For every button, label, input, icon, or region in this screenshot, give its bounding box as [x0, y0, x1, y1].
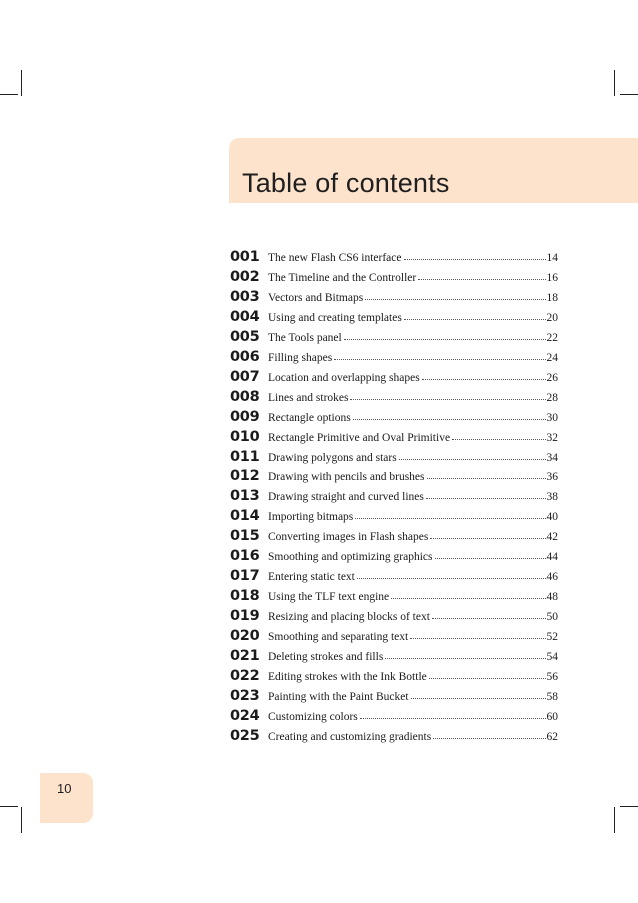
toc-entry-line — [268, 691, 558, 703]
dot-leader — [433, 737, 545, 739]
toc-entry-title: Entering static text — [268, 571, 355, 584]
toc-entry-page: 58 — [546, 690, 558, 703]
toc-entry[interactable] — [230, 349, 558, 369]
dot-leader — [350, 398, 545, 400]
dot-leader — [385, 657, 545, 659]
toc-entry-page: 26 — [546, 371, 558, 384]
toc-entry-page: 38 — [546, 491, 558, 504]
dot-leader — [404, 318, 546, 320]
toc-entry-page: 54 — [546, 651, 558, 663]
dot-leader — [422, 378, 546, 380]
toc-entry[interactable] — [230, 568, 558, 588]
toc-entry[interactable] — [230, 648, 558, 668]
toc-entry-line — [268, 611, 558, 623]
dot-leader — [427, 477, 546, 479]
toc-entry-title: Customizing colors — [268, 710, 358, 723]
toc-entry-number: 013 — [230, 488, 260, 505]
toc-entry-page: 24 — [546, 351, 558, 364]
toc-entry-number: 025 — [230, 727, 260, 744]
crop-mark-top-left-v — [21, 70, 22, 96]
toc-entry[interactable] — [230, 369, 558, 389]
toc-entry-number: 023 — [230, 687, 260, 704]
toc-entry-number: 016 — [230, 548, 260, 565]
toc-entry-line — [268, 412, 558, 424]
toc-entry-number: 009 — [230, 408, 260, 425]
dot-leader — [360, 717, 546, 719]
dot-leader — [391, 597, 545, 599]
toc-entry-title: Drawing with pencils and brushes — [268, 471, 425, 484]
toc-entry-title: Editing strokes with the Ink Bottle — [268, 670, 427, 683]
toc-entry-page: 48 — [546, 591, 558, 604]
toc-entry-line — [268, 372, 558, 384]
toc-entry[interactable] — [230, 708, 558, 728]
toc-entry-line — [268, 551, 558, 563]
toc-entry-line — [268, 491, 558, 503]
toc-entry-number: 005 — [230, 328, 260, 345]
toc-entry-title: Filling shapes — [268, 351, 333, 364]
toc-entry-line — [268, 292, 558, 304]
toc-entry-line — [268, 531, 558, 543]
toc-entry-title: Rectangle Primitive and Oval Primitive — [268, 431, 451, 444]
toc-entry[interactable] — [230, 309, 558, 329]
toc-entry-page: 28 — [546, 391, 558, 404]
toc-entry-title: Lines and strokes — [268, 391, 349, 404]
toc-entry-title: Location and overlapping shapes — [268, 371, 420, 384]
crop-mark-bottom-left-v — [21, 807, 22, 833]
crop-mark-bottom-left-h — [0, 806, 18, 807]
toc-entry-title: Painting with the Paint Bucket — [268, 690, 409, 703]
toc-entry-line — [268, 352, 558, 364]
toc-entry-line — [268, 332, 558, 344]
crop-mark-top-right-h — [620, 94, 638, 95]
toc-entry-number: 010 — [230, 428, 260, 445]
toc-entry-title: The Timeline and the Controller — [268, 271, 417, 284]
toc-entry-number: 008 — [230, 388, 260, 405]
toc-entry-page: 30 — [546, 411, 558, 424]
crop-mark-top-left-h — [0, 94, 18, 95]
toc-entry-page: 40 — [546, 511, 558, 524]
toc-entry-number: 020 — [230, 628, 260, 645]
toc-entry-number: 019 — [230, 608, 260, 625]
toc-entry-line — [268, 252, 558, 264]
toc-entry-title: The new Flash CS6 interface — [268, 252, 402, 264]
toc-entry-page: 32 — [546, 431, 558, 444]
toc-entry[interactable] — [230, 269, 558, 289]
toc-entry-line — [268, 471, 558, 483]
dot-leader — [418, 278, 545, 280]
dot-leader — [435, 557, 546, 559]
toc-entry-page: 18 — [546, 291, 558, 304]
toc-entry-page: 36 — [546, 471, 558, 484]
dot-leader — [353, 418, 546, 420]
crop-mark-bottom-right-h — [620, 806, 638, 807]
dot-leader — [355, 517, 545, 519]
toc-entry-title: Drawing polygons and stars — [268, 451, 397, 464]
toc-entry-title: Converting images in Flash shapes — [268, 531, 429, 544]
toc-entry[interactable] — [230, 429, 558, 449]
toc-entry[interactable] — [230, 588, 558, 608]
toc-entry-page: 22 — [546, 331, 558, 344]
toc-entry-page: 62 — [546, 730, 558, 743]
page-number: 10 — [57, 781, 72, 796]
dot-leader — [411, 697, 546, 699]
toc-entry-title: Rectangle options — [268, 411, 351, 424]
toc-entry-number: 011 — [230, 448, 260, 465]
toc-entry-number: 007 — [230, 368, 260, 385]
toc-entry-number: 017 — [230, 568, 260, 585]
toc-entry-number: 003 — [230, 288, 260, 305]
toc-entry-line — [268, 432, 558, 444]
page-title: Table of contents — [242, 168, 450, 198]
toc-entry-line — [268, 711, 558, 723]
dot-leader — [399, 458, 546, 460]
dot-leader — [429, 677, 546, 679]
dot-leader — [452, 438, 545, 440]
toc-entry[interactable] — [230, 389, 558, 409]
toc-entry-page: 20 — [546, 311, 558, 324]
dot-leader — [334, 358, 545, 360]
toc-entry-number: 021 — [230, 648, 260, 664]
toc-entry-number: 004 — [230, 308, 260, 325]
toc-entry-number: 012 — [230, 468, 260, 485]
toc-entry[interactable] — [230, 688, 558, 708]
toc-entry-line — [268, 631, 558, 643]
dot-leader — [404, 258, 546, 260]
toc-entry-page: 56 — [546, 670, 558, 683]
toc-entry-line — [268, 671, 558, 683]
toc-entry[interactable] — [230, 668, 558, 688]
toc-entry[interactable] — [230, 249, 558, 269]
toc-entry[interactable] — [230, 728, 558, 748]
toc-entry-title: Smoothing and optimizing graphics — [268, 551, 433, 564]
toc-entry-line — [268, 731, 558, 743]
toc-entry-title: The Tools panel — [268, 331, 342, 344]
toc-entry-number: 022 — [230, 667, 260, 684]
toc-entry-page: 16 — [546, 271, 558, 284]
dot-leader — [365, 298, 545, 300]
toc-entry-title: Creating and customizing gradients — [268, 730, 432, 743]
toc-entry-title: Resizing and placing blocks of text — [268, 611, 430, 624]
toc-entry-page: 50 — [546, 611, 558, 624]
toc-entry-line — [268, 571, 558, 583]
toc-entry-number: 018 — [230, 588, 260, 605]
toc-entry-number: 015 — [230, 528, 260, 545]
toc-entry-title: Vectors and Bitmaps — [268, 291, 364, 304]
toc-entry[interactable] — [230, 628, 558, 648]
dot-leader — [344, 338, 546, 340]
toc-entry-line — [268, 452, 558, 464]
toc-entry-title: Using the TLF text engine — [268, 591, 390, 604]
toc-entry-number: 002 — [230, 268, 260, 285]
toc-entry-line — [268, 392, 558, 404]
toc-entry-number: 001 — [230, 249, 260, 265]
dot-leader — [426, 497, 546, 499]
toc-entry[interactable] — [230, 468, 558, 488]
toc-entry-page: 34 — [546, 451, 558, 464]
toc-entry-title: Using and creating templates — [268, 311, 402, 324]
toc-entry-title: Deleting strokes and fills — [268, 651, 384, 663]
toc-entry[interactable] — [230, 449, 558, 469]
dot-leader — [432, 617, 546, 619]
crop-mark-bottom-right-v — [614, 807, 615, 833]
toc-entry[interactable] — [230, 409, 558, 429]
toc-entry[interactable] — [230, 608, 558, 628]
toc-entry-line — [268, 591, 558, 603]
dot-leader — [357, 577, 546, 579]
crop-mark-top-right-v — [614, 70, 615, 96]
toc-entry-page: 14 — [546, 252, 558, 264]
toc-entry[interactable] — [230, 528, 558, 548]
toc-entry-line — [268, 312, 558, 324]
toc-entry-title: Smoothing and separating text — [268, 631, 409, 644]
toc-entry-title: Drawing straight and curved lines — [268, 491, 424, 504]
toc-entry-number: 024 — [230, 707, 260, 724]
toc-entry-page: 44 — [546, 551, 558, 564]
toc-entry-number: 014 — [230, 508, 260, 525]
toc-entry[interactable] — [230, 508, 558, 528]
toc-entry-page: 46 — [546, 571, 558, 584]
toc-entry[interactable] — [230, 289, 558, 309]
dot-leader — [410, 637, 545, 639]
toc-entry-number: 006 — [230, 348, 260, 365]
toc-entry-page: 42 — [546, 531, 558, 544]
toc-entry[interactable] — [230, 488, 558, 508]
dot-leader — [430, 537, 545, 539]
toc-entry-title: Importing bitmaps — [268, 511, 354, 524]
toc-entry-line — [268, 651, 558, 663]
toc-entry[interactable] — [230, 329, 558, 349]
toc-entry-page: 52 — [546, 631, 558, 644]
toc-entry[interactable] — [230, 548, 558, 568]
toc-entry-page: 60 — [546, 710, 558, 723]
toc-entry-line — [268, 511, 558, 523]
toc-entry-line — [268, 272, 558, 284]
